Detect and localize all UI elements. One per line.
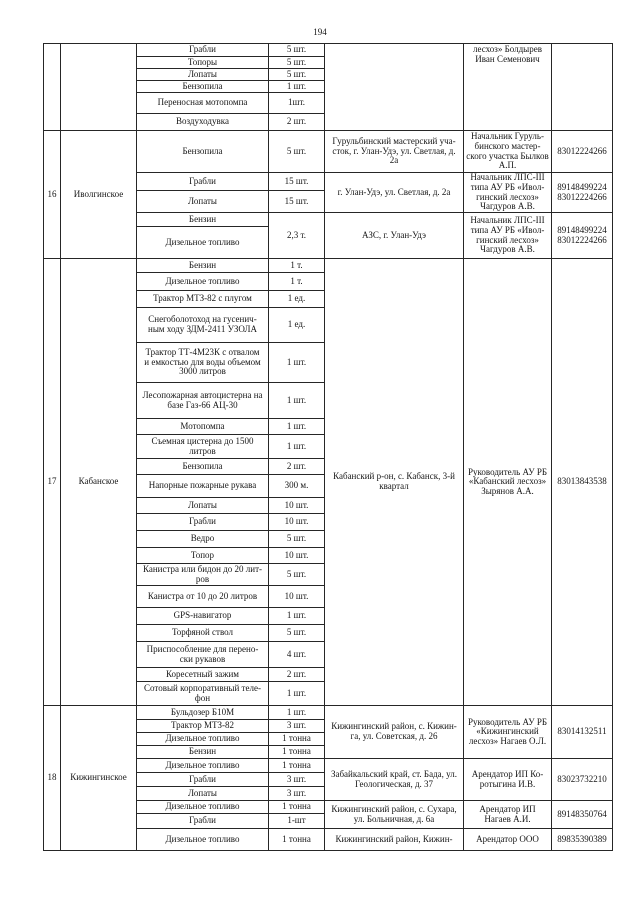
equipment-quantity: 5 шт. — [269, 625, 325, 642]
phone-number: 89148499224 — [557, 181, 607, 192]
equipment-name: Топор — [137, 548, 269, 564]
equipment-quantity: 1 тонна — [269, 829, 325, 851]
responsible-cell: Начальник Гурульбинского мастерского участка Былков А.П. — [464, 131, 552, 173]
phone-cell — [552, 706, 613, 759]
equipment-name: Лопаты — [137, 69, 269, 81]
location-cell: Гурульбинский мастерский участок, г. Улан-Удэ, ул. Светлая, д. 2а — [325, 131, 464, 173]
equipment-name: GPS-навигатор — [137, 608, 269, 625]
district-number-cell — [44, 44, 61, 131]
equipment-quantity: 2,3 т. — [269, 213, 325, 259]
equipment-quantity: 5 шт. — [269, 531, 325, 548]
district-name-cell — [61, 44, 137, 131]
equipment-quantity: 15 шт. — [269, 191, 325, 213]
responsible-cell: Начальник ЛПС-III типа АУ РБ «Иволгинский лесхоз» Чагдуров А.В. — [464, 173, 552, 213]
equipment-quantity: 5 шт. — [269, 69, 325, 81]
district-number-cell: 18 — [44, 706, 61, 851]
equipment-name: Напорные пожарные рукава — [137, 475, 269, 498]
district-number-cell: 17 — [44, 259, 61, 706]
phone-number: 83023732210 — [557, 773, 607, 784]
equipment-quantity: 10 шт. — [269, 586, 325, 608]
equipment-name: Лопаты — [137, 787, 269, 801]
equipment-quantity: 1 т. — [269, 273, 325, 291]
equipment-quantity: 3 шт. — [269, 787, 325, 801]
phone-number: 83012224266 — [557, 234, 607, 245]
location-cell: г. Улан-Удэ, ул. Светлая, д. 2а — [325, 173, 464, 213]
equipment-name: Бензопила — [137, 81, 269, 93]
responsible-cell: Арендатор ООО — [464, 829, 552, 851]
table-row — [44, 44, 613, 57]
equipment-name: Грабли — [137, 814, 269, 829]
district-name-cell: Иволгинское — [61, 131, 137, 259]
equipment-quantity: 5 шт. — [269, 131, 325, 173]
equipment-quantity: 1 ед. — [269, 291, 325, 308]
equipment-quantity: 1 шт. — [269, 81, 325, 93]
equipment-quantity: 1-шт — [269, 814, 325, 829]
district-number-cell: 16 — [44, 131, 61, 259]
phone-number: 83014132511 — [557, 726, 607, 737]
equipment-quantity: 1 шт. — [269, 706, 325, 720]
equipment-name: Переносная мотопомпа — [137, 93, 269, 114]
responsible-cell: Арендатор ИП Нагаев А.И. — [464, 801, 552, 829]
equipment-quantity: 1 тонна — [269, 759, 325, 773]
location-cell: АЗС, г. Улан-Удэ — [325, 213, 464, 259]
district-name-cell: Кабанское — [61, 259, 137, 706]
equipment-quantity: 1шт. — [269, 93, 325, 114]
equipment-name: Грабли — [137, 173, 269, 191]
equipment-quantity: 10 шт. — [269, 548, 325, 564]
equipment-name: Топоры — [137, 57, 269, 69]
equipment-quantity: 300 м. — [269, 475, 325, 498]
equipment-name: Дизельное топливо — [137, 759, 269, 773]
table-row — [44, 259, 613, 273]
equipment-name: Трактор МТЗ-82 с плугом — [137, 291, 269, 308]
equipment-quantity: 2 шт. — [269, 114, 325, 131]
location-cell: Кижингинский район, Кижин- — [325, 829, 464, 851]
equipment-name: Снегоболотоход на гусеничным ходу ЗДМ-2411 УЗОЛА — [137, 308, 269, 343]
phone-cell — [552, 213, 613, 259]
table-row — [44, 131, 613, 173]
phone-cell — [552, 131, 613, 173]
location-cell: Кабанский р-он, с. Кабанск, 3-й квартал — [325, 259, 464, 706]
equipment-name: Лопаты — [137, 498, 269, 514]
equipment-name: Бензин — [137, 213, 269, 227]
phone-number: 83012224266 — [557, 145, 607, 156]
equipment-quantity: 5 шт. — [269, 57, 325, 69]
responsible-cell: лесхоз» Болдырев Иван Семенович — [464, 44, 552, 131]
equipment-name: Трактор МТЗ-82 — [137, 720, 269, 733]
equipment-quantity: 15 шт. — [269, 173, 325, 191]
equipment-name: Бензопила — [137, 459, 269, 475]
location-cell: Забайкальский край, ст. Бада, ул. Геологическая, д. 37 — [325, 759, 464, 801]
table-row — [44, 706, 613, 720]
equipment-quantity: 1 шт. — [269, 383, 325, 419]
equipment-quantity: 1 шт. — [269, 419, 325, 435]
equipment-name: Бензин — [137, 259, 269, 273]
equipment-name: Бензин — [137, 746, 269, 759]
equipment-name: Коресетный зажим — [137, 668, 269, 682]
phone-number: 89148499224 — [557, 224, 607, 235]
equipment-name: Воздуходувка — [137, 114, 269, 131]
equipment-name: Бензопила — [137, 131, 269, 173]
location-cell: Кижингинский район, с. Кижинга, ул. Советская, д. 26 — [325, 706, 464, 759]
responsible-cell: Начальник ЛПС-III типа АУ РБ «Иволгинский лесхоз» Чагдуров А.В. — [464, 213, 552, 259]
phone-cell — [552, 759, 613, 801]
equipment-name: Лесопожарная автоцистерна на базе Газ-66 АЦ-30 — [137, 383, 269, 419]
equipment-quantity: 1 тонна — [269, 733, 325, 746]
equipment-quantity: 1 шт. — [269, 682, 325, 706]
equipment-name: Канистра или бидон до 20 литров — [137, 564, 269, 586]
phone-cell — [552, 173, 613, 213]
equipment-name: Сотовый корпоративный телефон — [137, 682, 269, 706]
phone-cell — [552, 801, 613, 829]
equipment-name: Грабли — [137, 44, 269, 57]
equipment-name: Торфяной ствол — [137, 625, 269, 642]
equipment-name: Дизельное топливо — [137, 801, 269, 814]
phone-cell — [552, 259, 613, 706]
equipment-quantity: 1 т. — [269, 259, 325, 273]
equipment-name: Канистра от 10 до 20 литров — [137, 586, 269, 608]
resources-table — [43, 43, 613, 851]
equipment-name: Бульдозер Б10М — [137, 706, 269, 720]
equipment-name: Лопаты — [137, 191, 269, 213]
responsible-cell: Арендатор ИП Коротыгина И.В. — [464, 759, 552, 801]
equipment-quantity: 10 шт. — [269, 514, 325, 531]
responsible-cell: Руководитель АУ РБ «Кабанский лесхоз» Зырянов А.А. — [464, 259, 552, 706]
equipment-quantity: 1 шт. — [269, 343, 325, 383]
equipment-name: Дизельное топливо — [137, 227, 269, 259]
phone-number: 83012224266 — [557, 191, 607, 202]
responsible-cell: Руководитель АУ РБ «Кижингинский лесхоз» Нагаев О.Л. — [464, 706, 552, 759]
page-number: 194 — [313, 27, 327, 37]
equipment-name: Грабли — [137, 773, 269, 787]
location-cell — [325, 44, 464, 131]
equipment-name: Дизельное топливо — [137, 829, 269, 851]
district-name-cell: Кижингинское — [61, 706, 137, 851]
equipment-name: Дизельное топливо — [137, 273, 269, 291]
phone-cell — [552, 44, 613, 131]
equipment-quantity: 5 шт. — [269, 44, 325, 57]
equipment-name: Съемная цистерна до 1500 литров — [137, 435, 269, 459]
equipment-quantity: 1 тонна — [269, 801, 325, 814]
equipment-quantity: 1 ед. — [269, 308, 325, 343]
equipment-quantity: 2 шт. — [269, 668, 325, 682]
equipment-quantity: 3 шт. — [269, 773, 325, 787]
equipment-name: Мотопомпа — [137, 419, 269, 435]
equipment-quantity: 1 шт. — [269, 435, 325, 459]
location-cell: Кижингинский район, с. Сухара, ул. Больничная, д. 6а — [325, 801, 464, 829]
equipment-quantity: 10 шт. — [269, 498, 325, 514]
phone-number: 89835390389 — [557, 833, 607, 844]
equipment-name: Дизельное топливо — [137, 733, 269, 746]
equipment-quantity: 5 шт. — [269, 564, 325, 586]
phone-cell — [552, 829, 613, 851]
equipment-quantity: 4 шт. — [269, 642, 325, 668]
equipment-name: Ведро — [137, 531, 269, 548]
equipment-quantity: 2 шт. — [269, 459, 325, 475]
equipment-name: Трактор ТТ-4М23К с отвалом и емкостью для воды объемом 3000 литров — [137, 343, 269, 383]
equipment-name: Приспособление для переноски рукавов — [137, 642, 269, 668]
equipment-quantity: 3 шт. — [269, 720, 325, 733]
equipment-name: Грабли — [137, 514, 269, 531]
phone-number: 89148350764 — [557, 808, 607, 819]
equipment-quantity: 1 тонна — [269, 746, 325, 759]
phone-number: 83013843538 — [557, 476, 607, 487]
equipment-quantity: 1 шт. — [269, 608, 325, 625]
